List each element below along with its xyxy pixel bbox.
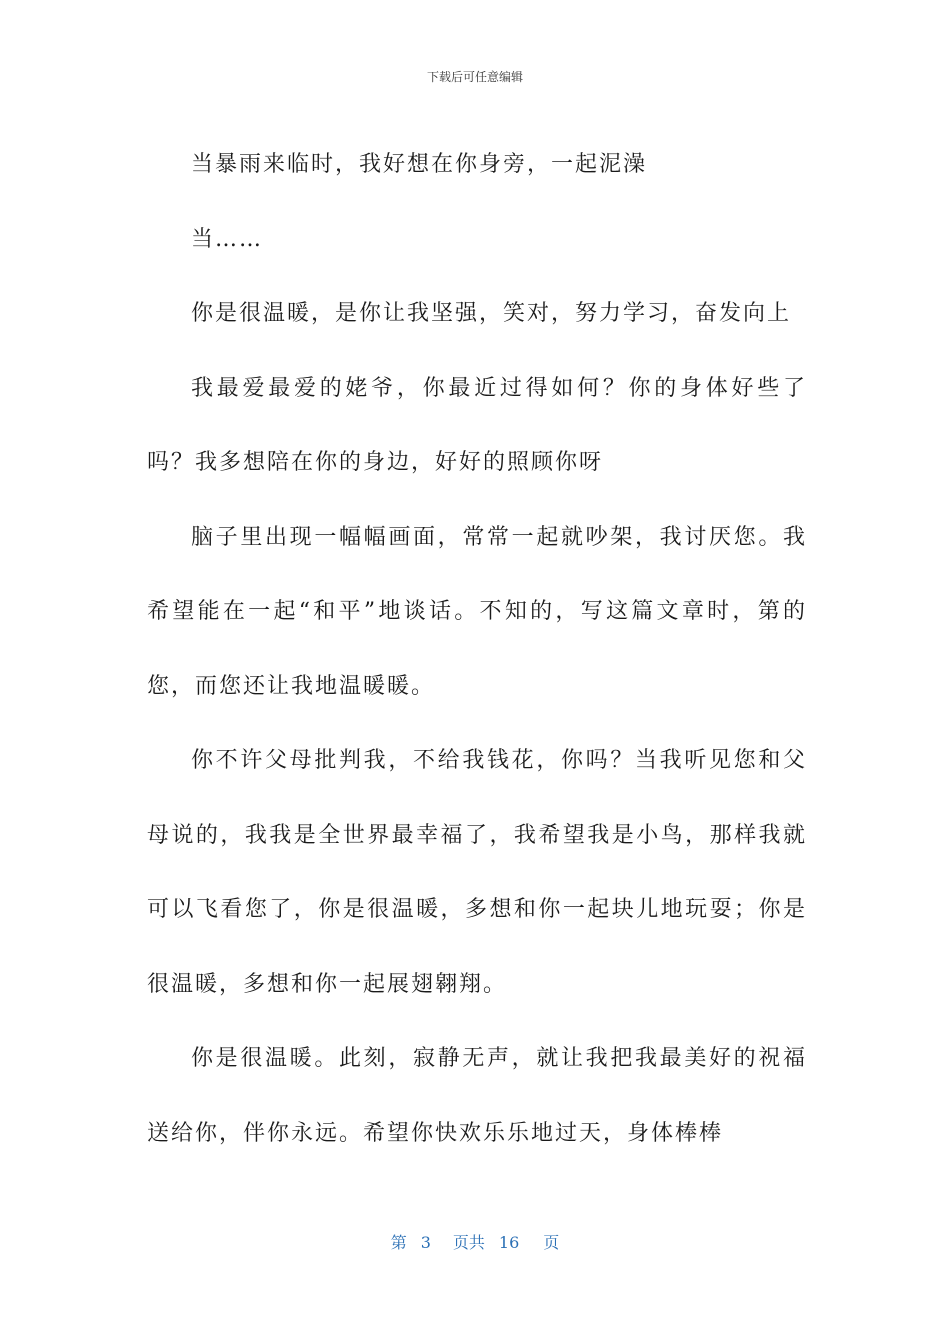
paragraph: 我最爱最爱的姥爷，你最近过得如何？你的身体好些了吗？我多想陪在你的身边，好好的照顾你呀 — [147, 375, 807, 475]
document-body — [147, 128, 807, 1171]
paragraph: 脑子里出现一幅幅画面，常常一起就吵架，我讨厌您。我希望能在一起“和平”地谈话。不知的，写这篇文章时，第的您，而您还让我地温暖暖。 — [147, 524, 807, 699]
header-text: 下载后可任意编辑 — [426, 70, 523, 84]
current-page-number: 3 — [420, 1233, 431, 1252]
paragraph: 你不许父母批判我，不给我钱花，你吗？当我听见您和父母说的，我我是全世界最幸福了，我希望我是小鸟，那样我就可以飞看您了，你是很温暖，多想和你一起块儿地玩耍；你是很温暖，多想和你一起展翅翱翔。 — [147, 748, 807, 997]
paragraph: 你是很温暖，是你让我坚强，笑对，努力学习，奋发向上 — [191, 301, 792, 326]
page-footer — [0, 1230, 950, 1253]
paragraph: 当…… — [191, 226, 264, 252]
paragraph: 当暴雨来临时，我好想在你身旁，一起泥澡 — [191, 152, 648, 177]
footer-prefix: 第 — [390, 1233, 407, 1252]
paragraph: 你是很温暖。此刻，寂静无声，就让我把我最美好的祝福送给你，伴你永远。希望你快欢乐乐地过天，身体棒棒 — [147, 1046, 807, 1146]
footer-suffix: 页 — [543, 1233, 560, 1252]
footer-middle: 页共 — [452, 1233, 485, 1252]
page-header — [0, 68, 950, 85]
total-pages-number: 16 — [498, 1233, 520, 1252]
